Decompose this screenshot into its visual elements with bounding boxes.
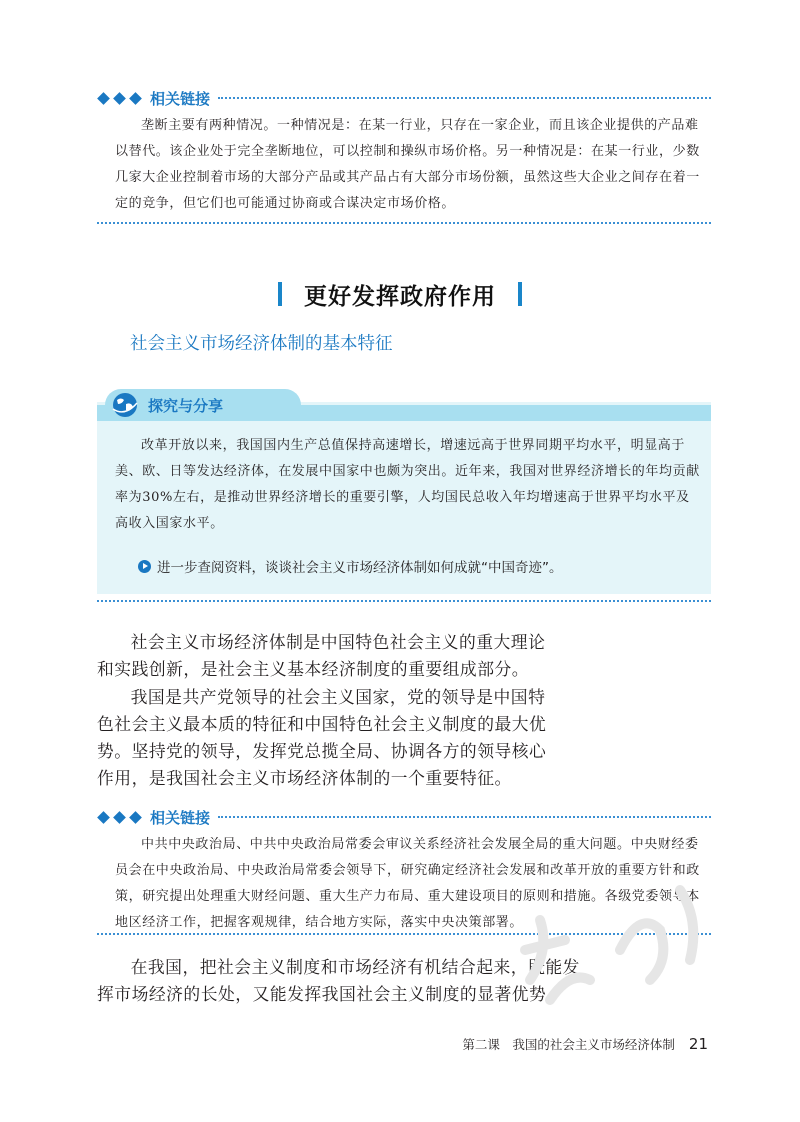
related-link-header bbox=[97, 86, 711, 110]
dotted-divider bbox=[218, 97, 711, 99]
related-link-header bbox=[97, 805, 711, 829]
globe-icon bbox=[111, 391, 139, 419]
diamond-bullets-icon bbox=[97, 813, 142, 822]
title-bar-left bbox=[278, 282, 282, 306]
explore-prompt bbox=[138, 556, 563, 576]
page-number: 21 bbox=[688, 1035, 708, 1053]
explore-title: 探究与分享 bbox=[148, 397, 224, 415]
title-bar-right bbox=[518, 282, 522, 306]
explore-paragraph: 改革开放以来，我国国内生产总值保持高速增长，增速远高于世界同期平均水平，明显高于美、欧、日等发达经济体，在发展中国家中也颇为突出。近年来，我国对世界经济增长的年均贡献率为30%左右，是推动世界经济增长的重要引擎，人均国民总收入年均增速高于世界平均水平及高收入国家水平。 bbox=[115, 438, 700, 531]
related-link-paragraph: 中共中央政治局、中共中央政治局常委会审议关系经济社会发展全局的重大问题。中央财经委员会在中央政治局、中央政治局常委会领导下，研究确定经济社会发展和改革开放的重要方针和政策，研究提出处理重大财经问题、重大生产力布局、重大建设项目的原则和措施。各级党委领导本地区经济工作，把握客观规律，结合地方实际，落实中央决策部署。 bbox=[115, 837, 700, 930]
body-paragraph: 我国是共产党领导的社会主义国家，党的领导是中国特色社会主义最本质的特征和中国特色社会主义制度的最大优势。坚持党的领导，发挥党总揽全局、协调各方的领导核心作用，是我国社会主义市场经济体制的一个重要特征。 bbox=[97, 687, 547, 788]
page-footer bbox=[462, 1035, 708, 1053]
section-title bbox=[0, 276, 800, 312]
subheading: 社会主义市场经济体制的基本特征 bbox=[130, 334, 393, 354]
explore-prompt-text: 进一步查阅资料，谈谈社会主义市场经济体制如何成就“中国奇迹”。 bbox=[157, 560, 563, 576]
dotted-divider bbox=[97, 600, 711, 602]
related-link-title: 相关链接 bbox=[150, 808, 211, 827]
related-link-title: 相关链接 bbox=[150, 89, 211, 108]
dotted-divider bbox=[97, 222, 711, 224]
body-paragraph: 社会主义市场经济体制是中国特色社会主义的重大理论和实践创新，是社会主义基本经济制度的重要组成部分。 bbox=[97, 632, 546, 679]
watermark-decoration bbox=[510, 830, 730, 1030]
related-link-paragraph: 垄断主要有两种情况。一种情况是：在某一行业，只存在一家企业，而且该企业提供的产品难以替代。该企业处于完全垄断地位，可以控制和操纵市场价格。另一种情况是：在某一行业，少数几家大企业控制着市场的大部分产品或其产品占有大部分市场份额，虽然这些大企业之间存在着一定的竞争，但它们也可能通过协商或合谋决定市场价格。 bbox=[115, 118, 700, 211]
chapter-title: 第二课 我国的社会主义市场经济体制 bbox=[462, 1037, 675, 1052]
page-title: 更好发挥政府作用 bbox=[304, 283, 496, 310]
play-arrow-icon bbox=[138, 560, 151, 573]
body-paragraph: 在我国，把社会主义制度和市场经济有机结合起来，既能发挥市场经济的长处，又能发挥我国社会主义制度的显著优势。 bbox=[97, 957, 580, 1004]
dotted-divider bbox=[218, 816, 711, 818]
diamond-bullets-icon bbox=[97, 94, 142, 103]
